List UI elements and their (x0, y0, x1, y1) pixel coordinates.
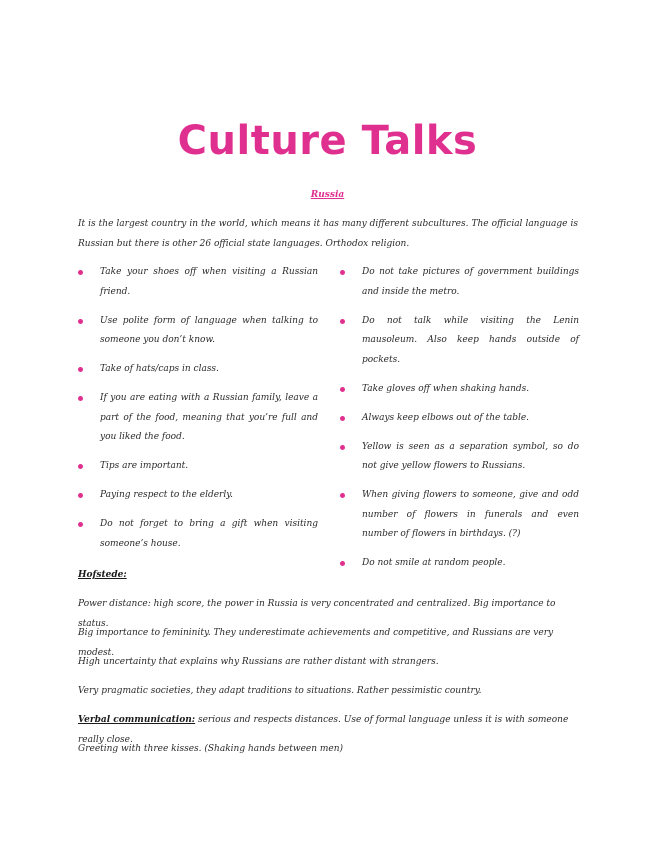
verbal-communication-label: Verbal communication: (78, 715, 196, 725)
bullet-icon (78, 367, 83, 372)
bullet-icon (78, 464, 83, 469)
list-item-text: If you are eating with a Russian family, leave a part of the food, meaning that you’re full and you liked the food. (100, 393, 318, 442)
list-item-text: Use polite form of language when talking to someone you don’t know. (100, 315, 318, 345)
list-item (340, 263, 579, 302)
bullet-icon (78, 319, 83, 324)
list-item-text: Take your shoes off when visiting a Russian friend. (100, 267, 318, 297)
hofstede-paragraph: Very pragmatic societies, they adapt traditions to situations. Rather pessimistic country. (78, 686, 482, 696)
list-item (78, 389, 318, 448)
bullet-icon (340, 387, 345, 392)
list-item (78, 312, 318, 351)
intro-paragraph: It is the largest country in the world, which means it has many different subcultures. The official language is Russian but there is other 26 official state languages. Orthodox religion. (78, 219, 578, 249)
list-item (78, 515, 318, 554)
list-item-text: Take of hats/caps in class. (100, 364, 219, 374)
list-item-text: Yellow is seen as a separation symbol, so do not give yellow flowers to Russians. (362, 441, 579, 471)
hofstede-paragraph: High uncertainty that explains why Russians are rather distant with strangers. (78, 657, 439, 667)
country-subtitle: Russia (310, 190, 345, 200)
list-item (340, 380, 579, 400)
bullet-icon (78, 493, 83, 498)
list-item-text: When giving flowers to someone, give and odd number of flowers in funerals and even number of flowers in birthdays. (?) (362, 490, 579, 539)
list-item (340, 486, 579, 545)
list-item (78, 486, 318, 506)
hofstede-heading: Hofstede: (78, 570, 127, 580)
hofstede-paragraph: Power distance: high score, the power in Russia is very concentrated and centralized. Big importance to status. (78, 599, 556, 629)
document-title: Culture Talks (177, 118, 478, 164)
list-item-text: Tips are important. (100, 461, 189, 471)
etiquette-list-left (78, 263, 318, 564)
list-item-text: Do not smile at random people. (362, 558, 506, 568)
list-item (78, 360, 318, 380)
verbal-communication-text: serious and respects distances. Use of formal language unless it is with someone really close. (78, 715, 569, 745)
list-item (340, 409, 579, 429)
list-item (78, 457, 318, 477)
bullet-icon (78, 522, 83, 527)
bullet-icon (340, 445, 345, 450)
etiquette-list-right (340, 263, 579, 583)
bullet-icon (78, 396, 83, 401)
list-item-text: Do not take pictures of government buildings and inside the metro. (362, 267, 579, 297)
bullet-icon (340, 416, 345, 421)
list-item (340, 438, 579, 477)
bullet-icon (340, 493, 345, 498)
greeting-paragraph: Greeting with three kisses. (Shaking hands between men) (78, 744, 344, 754)
list-item-text: Always keep elbows out of the table. (362, 412, 530, 423)
list-item-text: Do not talk while visiting the Lenin mausoleum. Also keep hands outside of pockets. (362, 315, 579, 365)
bullet-icon (78, 270, 83, 275)
list-item (78, 263, 318, 302)
list-item-text: Take gloves off when shaking hands. (362, 383, 530, 394)
list-item-text: Do not forget to bring a gift when visiting someone’s house. (100, 519, 318, 549)
list-item-text: Paying respect to the elderly. (100, 490, 233, 500)
bullet-icon (340, 270, 345, 275)
hofstede-paragraph: Big importance to femininity. They underestimate achievements and competitive, and Russians are very modest. (78, 628, 554, 658)
bullet-icon (340, 319, 345, 324)
list-item (340, 312, 579, 371)
